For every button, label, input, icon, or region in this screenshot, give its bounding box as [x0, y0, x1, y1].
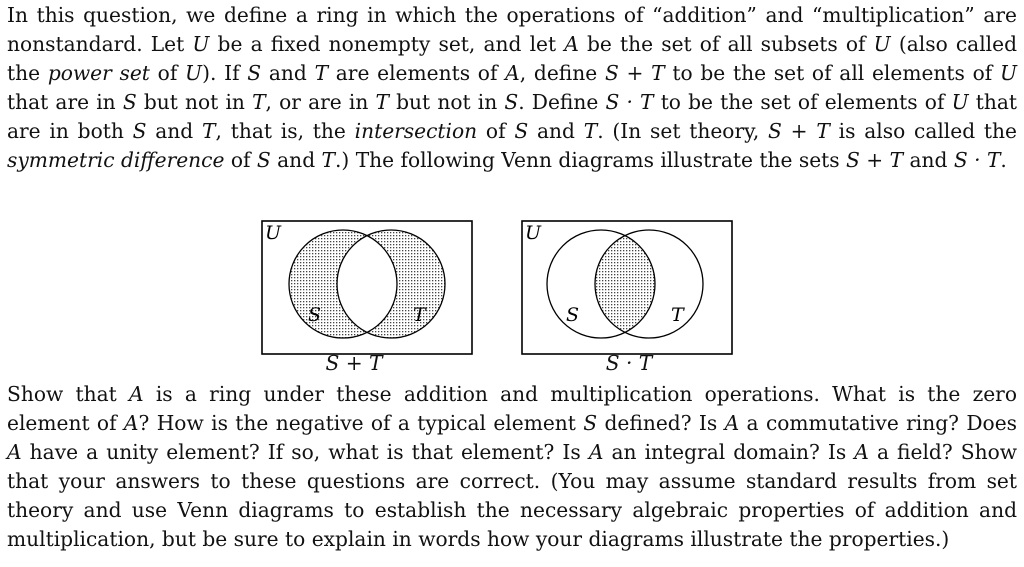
- var-A: A: [129, 382, 144, 406]
- var-U: U: [1000, 61, 1018, 86]
- question-text: a field? Show that your answers to these questions are correct. (You may assume standard results from set theory and use Venn diagrams to establish the necessary algebraic properties of addition and multiplication, but be sure to explain in words how your diagrams illustrate the properties.): [7, 440, 1018, 552]
- expr-product: S · T: [953, 148, 1001, 173]
- intro-text: , or are in: [265, 90, 376, 115]
- question-text: defined? Is: [597, 411, 725, 436]
- var-A: A: [588, 440, 604, 465]
- venn-diagram-intersection: [521, 220, 733, 356]
- expr-product: S · T: [605, 90, 654, 115]
- var-A: A: [505, 61, 520, 86]
- var-A: A: [724, 411, 740, 436]
- intro-text: In this question, we define a ring in which the operations of “addition” and “multiplication” are nonstandard. Let: [7, 3, 1017, 57]
- var-S: S: [247, 61, 262, 86]
- expr-sum: S + T: [604, 61, 665, 86]
- var-U: U: [192, 32, 210, 57]
- question-text: ? How is the negative of a typical element: [138, 411, 584, 436]
- intro-text: be the set of all subsets of: [578, 32, 874, 57]
- expr-sum: S + T: [768, 119, 830, 144]
- var-A: A: [123, 411, 139, 436]
- venn-diagram-symmetric-difference: [261, 220, 473, 356]
- intro-text: ). If: [202, 61, 248, 86]
- question-paragraph: [7, 380, 1017, 555]
- intro-text: of: [149, 61, 186, 86]
- intro-text: and: [528, 119, 584, 144]
- universe-label: U: [265, 222, 282, 244]
- expr-sum: S + T: [846, 148, 904, 173]
- var-T: T: [252, 90, 266, 115]
- term-intersection: intersection: [354, 119, 478, 144]
- intro-text: that are in: [7, 90, 123, 115]
- intro-text: and: [146, 119, 203, 144]
- caption-intersection: S · T: [605, 351, 653, 375]
- var-T: T: [375, 90, 389, 115]
- var-T: T: [583, 119, 598, 144]
- set-T-label: T: [671, 304, 684, 326]
- intro-text: , define: [519, 61, 605, 86]
- var-S: S: [504, 90, 519, 115]
- set-S-label: S: [308, 304, 322, 326]
- intro-text: are elements of: [328, 61, 506, 86]
- question-text: Show that: [7, 382, 130, 406]
- var-S: S: [122, 90, 137, 115]
- intro-text: (also called the: [7, 32, 1017, 86]
- intro-text: . (In set theory,: [597, 119, 769, 144]
- intro-text: but not in: [136, 90, 253, 115]
- question-text: have a unity element? If so, what is that element? Is: [21, 440, 589, 465]
- intro-text: , that is, the: [215, 119, 355, 144]
- question-text: a commutative ring? Does: [739, 411, 1017, 436]
- universe-label: U: [525, 222, 542, 244]
- set-T-label: T: [413, 304, 426, 326]
- intro-text: of: [224, 148, 257, 173]
- var-A: A: [564, 32, 579, 57]
- var-T: T: [314, 61, 329, 86]
- intro-paragraph: [7, 1, 1017, 176]
- var-T: T: [321, 148, 335, 173]
- term-power-set: power set: [47, 61, 150, 86]
- set-S-label: S: [566, 304, 580, 326]
- question-text: is a ring under these addition and multiplication operations. What is the zero element of: [7, 382, 1017, 436]
- term-symmetric-difference: symmetric difference: [7, 148, 225, 173]
- intro-text: . Define: [518, 90, 606, 115]
- var-U: U: [873, 32, 891, 57]
- intro-text: .: [1000, 148, 1007, 173]
- intro-text: to be the set of elements of: [653, 90, 952, 115]
- var-S: S: [583, 411, 598, 436]
- var-A: A: [7, 440, 22, 465]
- intro-text: and: [261, 61, 315, 86]
- intro-text: and: [270, 148, 322, 173]
- intro-text: be a fixed nonempty set, and let: [209, 32, 565, 57]
- intro-text: .) The following Venn diagrams illustrate the sets: [335, 148, 847, 173]
- intro-text: that are in both: [7, 90, 1018, 144]
- intro-text: but not in: [388, 90, 505, 115]
- question-text: an integral domain? Is: [603, 440, 855, 465]
- var-U: U: [951, 90, 969, 115]
- var-S: S: [132, 119, 147, 144]
- intro-text: is also called the: [829, 119, 1017, 144]
- intro-text: and: [903, 148, 954, 173]
- caption-symmetric-difference: S + T: [325, 351, 383, 375]
- intro-text: to be the set of all elements of: [664, 61, 1000, 86]
- var-T: T: [202, 119, 216, 144]
- var-S: S: [514, 119, 529, 144]
- var-U: U: [185, 61, 203, 86]
- var-S: S: [256, 148, 271, 173]
- intro-text: of: [477, 119, 515, 144]
- var-A: A: [854, 440, 869, 465]
